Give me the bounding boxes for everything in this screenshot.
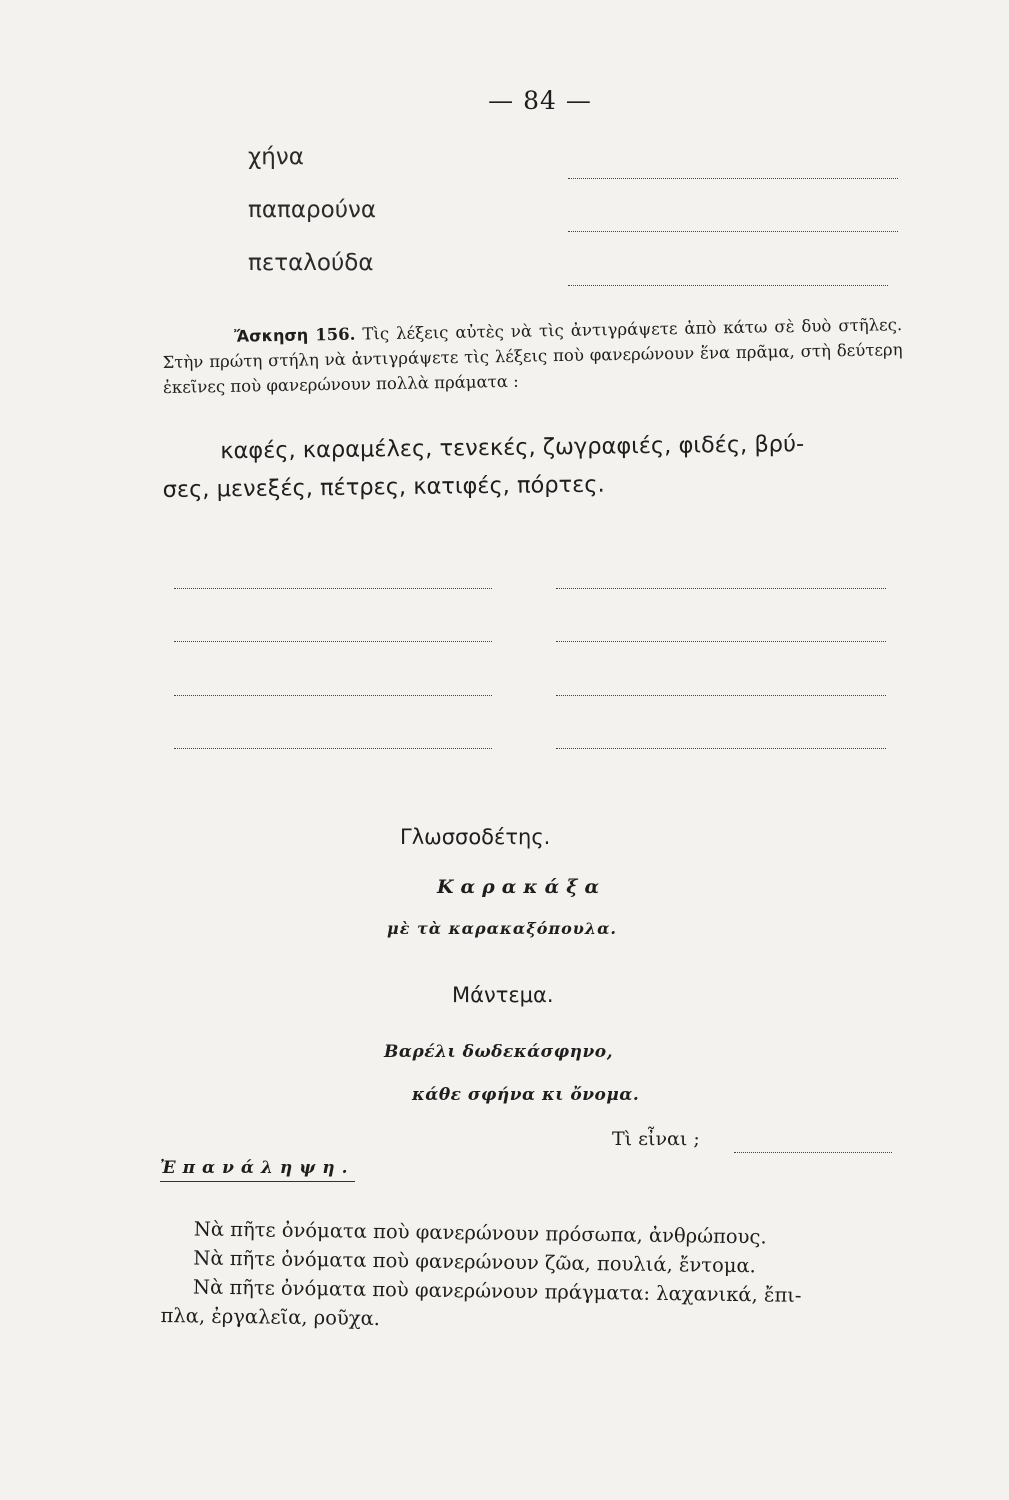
tongue-twister-line-2: μὲ τὰ καρακαξόπουλα.: [387, 919, 617, 938]
riddle-question: Τὶ εἶναι ;: [612, 1128, 700, 1150]
riddle-title: Μάντεμα.: [452, 983, 554, 1007]
review-line-2: Νὰ πῆτε ὀνόματα ποὺ φανερώνουν ζῶα, πουλιά, ἔντομα.: [193, 1246, 757, 1278]
exercise-word-list: [162, 424, 903, 509]
word-list-line-1: καφές, καραμέλες, τενεκές, ζωγραφιές, φιδές, βρύ-: [220, 431, 805, 465]
plural-column-line: [556, 641, 886, 642]
word-butterfly: πεταλούδα: [248, 250, 374, 276]
tongue-twister-line-1: Καρακάξα: [437, 876, 607, 898]
review-text: [160, 1214, 862, 1340]
riddle-line-1: Βαρέλι δωδεκάσφηνο,: [384, 1042, 614, 1062]
word-goose: χήνα: [248, 144, 304, 170]
exercise-title: Ἄσκηση: [234, 325, 309, 346]
review-heading: Ἐπανάληψη.: [160, 1158, 355, 1182]
answer-line-poppy: [568, 231, 898, 232]
page-number: — 84 —: [488, 86, 592, 115]
exercise-instruction: [162, 312, 903, 400]
review-line-3: Νὰ πῆτε ὀνόματα ποὺ φανερώνουν πράγματα: λαχανικά, ἔπι-: [192, 1275, 802, 1307]
riddle-line-2: κάθε σφήνα κι ὄνομα.: [412, 1085, 640, 1105]
answer-line-butterfly: [568, 285, 888, 286]
word-list-line-2: σες, μενεξές, πέτρες, κατιφές, πόρτες.: [162, 471, 605, 503]
singular-column-line: [174, 695, 492, 696]
singular-column-line: [174, 748, 492, 749]
plural-column-line: [556, 588, 886, 589]
exercise-number: 156.: [315, 324, 356, 345]
tongue-twister-title: Γλωσσοδέτης.: [400, 825, 551, 849]
review-line-1: Νὰ πῆτε ὀνόματα ποὺ φανερώνουν πρόσωπα, ἀνθρώπους.: [193, 1217, 767, 1249]
word-poppy: παπαρούνα: [248, 197, 377, 223]
singular-column-line: [174, 641, 492, 642]
plural-column-line: [556, 748, 886, 749]
riddle-answer-line: [734, 1152, 892, 1153]
exercise-text: Τὶς λέξεις αὐτὲς νὰ τὶς ἀντιγράψετε ἀπὸ κάτω σὲ δυὸ στῆλες. Στὴν πρώτη στήλη νὰ ἀντιγράψετε τὶς λέξεις ποὺ φανερώνουν ἕνα πρᾶμα, στὴ δεύτερη ἐκεῖνες ποὺ φανερώνουν πολλὰ πράματα :: [162, 315, 903, 397]
plural-column-line: [556, 695, 886, 696]
answer-line-goose: [568, 178, 898, 179]
singular-column-line: [174, 588, 492, 589]
review-line-4: πλα, ἐργαλεῖα, ροῦχα.: [160, 1303, 381, 1331]
